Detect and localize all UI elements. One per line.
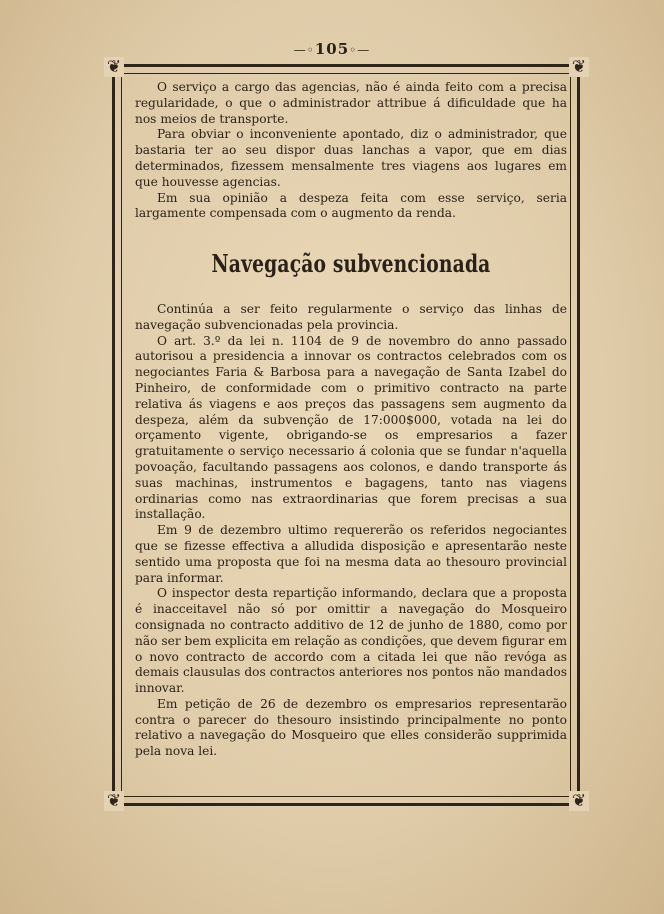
paragraph: O inspector desta repartição informando, declara que a proposta é inacceitavel não só por omittir a navegação do Mosqueiro consignada no contracto additivo de 12 de junho de 1880, como por não ser bem explicita em relação as condições, que devem figurar em o novo contracto de accordo com a citada lei que não revóga as demais clausulas dos contractos anteriores nos pontos não mandados innovar.	[135, 586, 567, 696]
page-number	[0, 40, 664, 58]
paragraph: Em sua opinião a despeza feita com esse serviço, seria largamente compensada com o augmento da renda.	[135, 190, 567, 221]
ornament-left: —◦	[293, 43, 315, 57]
paragraph: Continúa a ser feito regularmente o serviço das linhas de navegação subvencionadas pela provincia.	[135, 301, 567, 332]
paragraph: Em 9 de dezembro ultimo requererão os referidos negociantes que se fizesse effectiva a alludida disposição e apresentarão neste sentido uma proposta que foi na mesma data ao thesouro provincial para informar.	[135, 523, 567, 585]
corner-ornament-icon: ❦	[104, 57, 124, 77]
paragraph: O art. 3.º da lei n. 1104 de 9 de novembro do anno passado autorisou a presidencia a innovar os contractos celebrados com os negociantes Faria & Barbosa para a navegação de Santa Izabel do Pinheiro, de conformidade com o primitivo contracto na parte relativa ás viagens e aos preços das passagens sem augmento da despeza, além da subvenção de 17:000$000, votada na lei do orçamento vigente, obrigando-se os empresarios a fazer gratuitamente o serviço necessario á colonia que se fundar n'aquella povoação, facultando passagens aos colonos, e dando transporte ás suas machinas, instrumentos e bagagens, tanto nas viagens ordinarias como nas extraordinarias que forem precisas a sua installação.	[135, 333, 567, 522]
page-body	[135, 80, 567, 760]
section-title: Navegação subvencionada	[211, 249, 491, 279]
corner-ornament-icon: ❦	[569, 57, 589, 77]
paragraph: Para obviar o inconveniente apontado, diz o administrador, que bastaria ter ao seu dispor duas lanchas a vapor, que em dias determinados, fizessem mensalmente tres viagens aos lugares em que houvesse agencias.	[135, 127, 567, 189]
ornament-right: ◦—	[349, 43, 371, 57]
page-number-value: 105	[314, 40, 350, 58]
corner-ornament-icon: ❦	[104, 791, 124, 811]
paragraph: Em petição de 26 de dezembro os empresarios representarão contra o parecer do thesouro insistindo principalmente no ponto relativo a navegação do Mosqueiro que elles considerão supprimida pela nova lei.	[135, 696, 567, 759]
corner-ornament-icon: ❦	[569, 791, 589, 811]
paragraph: O serviço a cargo das agencias, não é ainda feito com a precisa regularidade, o que o administrador attribue á dificuldade que ha nos meios de transporte.	[135, 80, 567, 126]
